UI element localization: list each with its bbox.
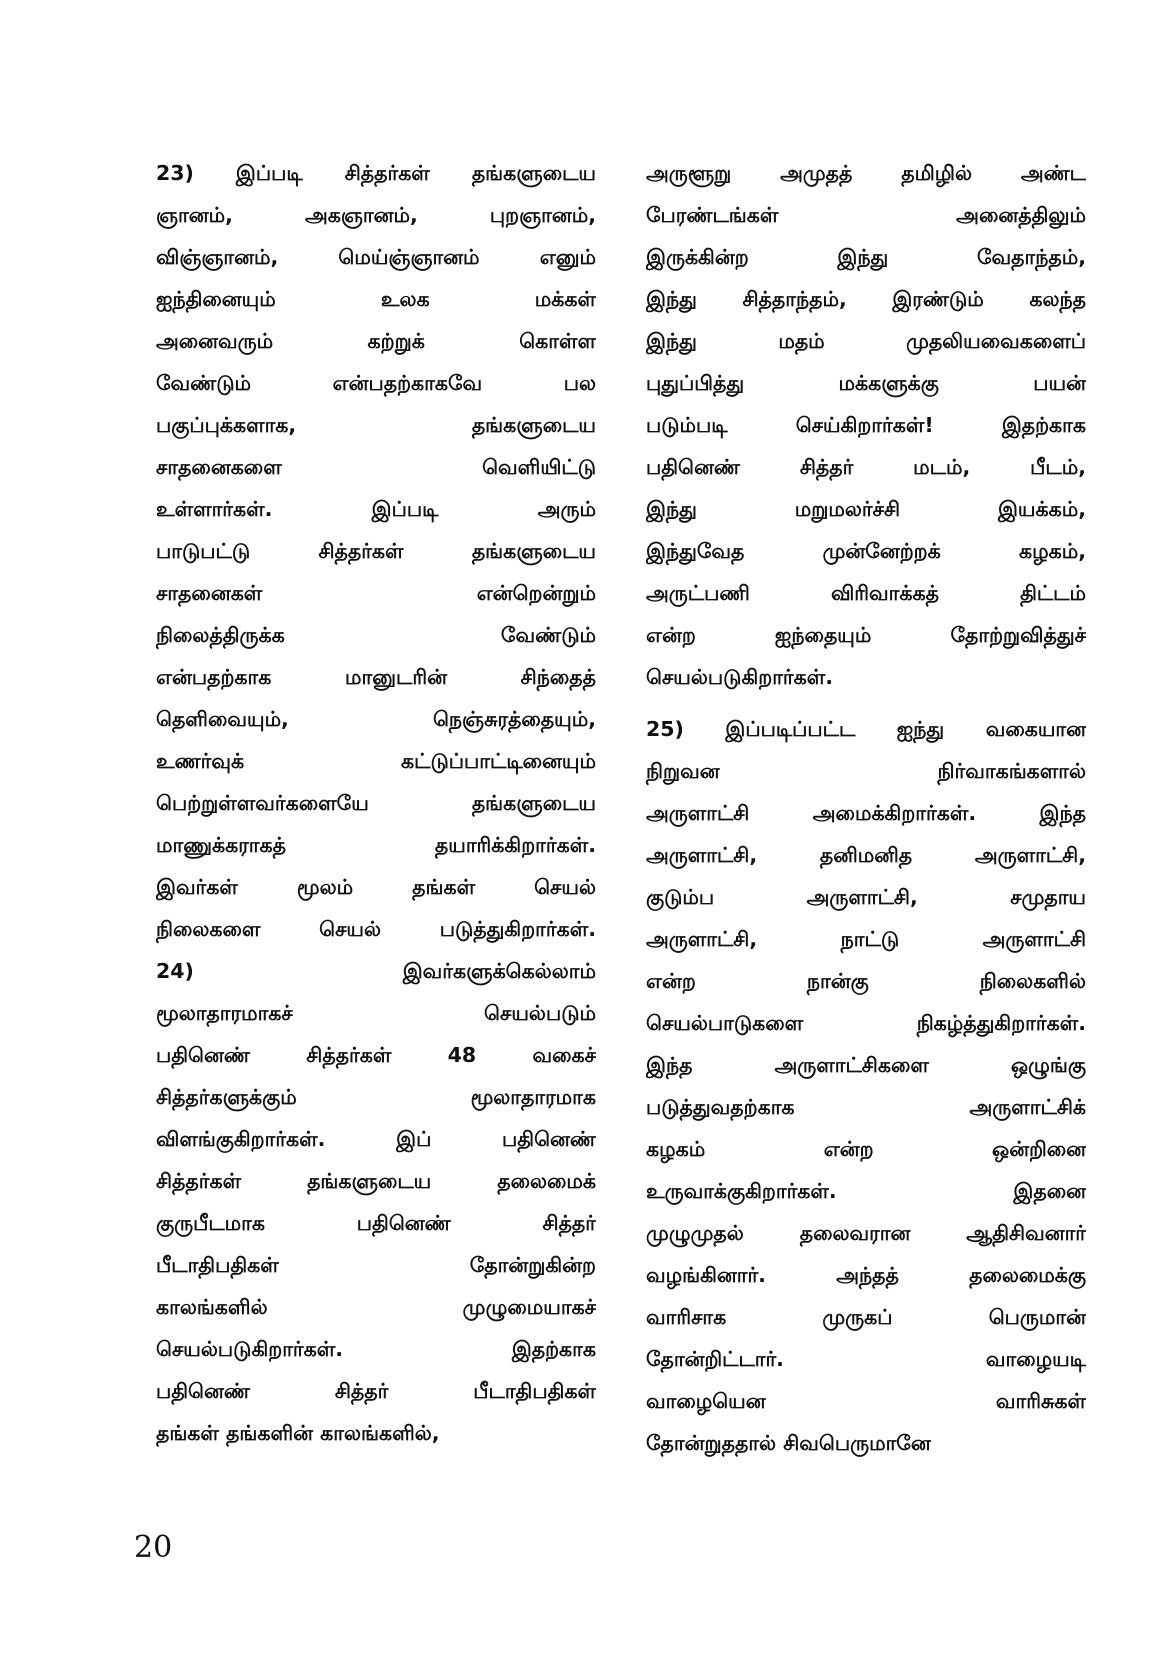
text-line: அருளாட்சி, தனிமனித அருளாட்சி, <box>646 843 1086 867</box>
text-line: நிலைகளை செயல் படுத்துகிறார்கள். <box>156 917 596 941</box>
text-line: வழங்கினார். அந்தத் தலைமைக்கு <box>646 1263 1086 1287</box>
text-line: குடும்ப அருளாட்சி, சமுதாய <box>646 885 1086 909</box>
text-line: 24) இவர்களுக்கெல்லாம் <box>156 959 596 983</box>
text-line: தெளிவையும், நெஞ்சுரத்தையும், <box>156 707 596 731</box>
text-line: செயல்பாடுகளை நிகழ்த்துகிறார்கள். <box>646 1011 1086 1035</box>
text-line: சித்தர்களுக்கும் மூலாதாரமாக <box>156 1085 596 1109</box>
text-line: என்ற நான்கு நிலைகளில் <box>646 969 1086 993</box>
text-line: சாதனைகள் என்றென்றும் <box>156 581 596 605</box>
text-line: மூலாதாரமாகச் செயல்படும் <box>156 1001 596 1025</box>
text-line: உருவாக்குகிறார்கள். இதனை <box>646 1179 1086 1203</box>
paragraph-gap <box>646 698 1086 708</box>
text-line: இந்து சித்தாந்தம், இரண்டும் கலந்த <box>646 287 1086 311</box>
text-line: விஞ்ஞானம், மெய்ஞ்ஞானம் எனும் <box>156 245 596 269</box>
text-line: தோன்றுததால் சிவபெருமானே <box>646 1431 931 1455</box>
text-line: கழகம் என்ற ஒன்றினை <box>646 1137 1086 1161</box>
text-line: உள்ளார்கள். இப்படி அரும் <box>156 497 596 521</box>
page-number: 20 <box>134 1530 173 1565</box>
text-line: சித்தர்கள் தங்களுடைய தலைமைக் <box>156 1169 596 1193</box>
text-line: ஐந்தினையும் உலக மக்கள் <box>156 287 596 311</box>
text-line: அனைவரும் கற்றுக் கொள்ள <box>156 329 596 353</box>
text-line: என்பதற்காக மானுடரின் சிந்தைத் <box>156 665 596 689</box>
text-line: தங்கள் தங்களின் காலங்களில், <box>156 1421 440 1445</box>
text-line: 25) இப்படிப்பட்ட ஐந்து வகையான <box>646 717 1086 741</box>
text-line: குருபீடமாக பதினெண் சித்தர் <box>156 1211 596 1235</box>
text-line: இந்து மதம் முதலியவைகளைப் <box>646 329 1086 353</box>
text-line: அருளாட்சி அமைக்கிறார்கள். இந்த <box>646 801 1086 825</box>
text-line: அருளூறு அமுதத் தமிழில் அண்ட <box>646 161 1086 185</box>
text-line: புதுப்பித்து மக்களுக்கு பயன் <box>646 371 1086 395</box>
text-line: காலங்களில் முழுமையாகச் <box>156 1295 596 1319</box>
text-line: அருளாட்சி, நாட்டு அருளாட்சி <box>646 927 1086 951</box>
text-line: இவர்கள் மூலம் தங்கள் செயல் <box>156 875 596 899</box>
text-line: பதினெண் சித்தர்கள் 48 வகைச் <box>156 1043 596 1067</box>
text-line: பதினெண் சித்தர் பீடாதிபதிகள் <box>156 1379 596 1403</box>
left-text-column <box>156 152 596 1454</box>
text-line: வாரிசாக முருகப் பெருமான் <box>646 1305 1086 1329</box>
text-line: இந்த அருளாட்சிகளை ஒழுங்கு <box>646 1053 1086 1077</box>
text-line: இருக்கின்ற இந்து வேதாந்தம், <box>646 245 1086 269</box>
text-line: படும்படி செய்கிறார்கள்! இதற்காக <box>646 413 1086 437</box>
text-line: இந்துவேத முன்னேற்றக் கழகம், <box>646 539 1086 563</box>
text-line: படுத்துவதற்காக அருளாட்சிக் <box>646 1095 1086 1119</box>
text-line: நிலைத்திருக்க வேண்டும் <box>156 623 596 647</box>
text-line: பீடாதிபதிகள் தோன்றுகின்ற <box>156 1253 596 1277</box>
paragraph-continuation <box>646 152 1086 698</box>
text-line: ஞானம், அகஞானம், புறஞானம், <box>156 203 596 227</box>
text-line: உணர்வுக் கட்டுப்பாட்டினையும் <box>156 749 596 773</box>
text-line: இந்து மறுமலர்ச்சி இயக்கம், <box>646 497 1086 521</box>
right-text-column <box>646 152 1086 1464</box>
text-line: பகுப்புக்களாக, தங்களுடைய <box>156 413 596 437</box>
text-line: விளங்குகிறார்கள். இப் பதினெண் <box>156 1127 596 1151</box>
text-line: தோன்றிட்டார். வாழையடி <box>646 1347 1086 1371</box>
text-line: மாணுக்கராகத் தயாரிக்கிறார்கள். <box>156 833 596 857</box>
text-line: பேரண்டங்கள் அனைத்திலும் <box>646 203 1086 227</box>
text-line: செயல்படுகிறார்கள். <box>646 665 834 689</box>
text-line: முழுமுதல் தலைவரான ஆதிசிவனார் <box>646 1221 1086 1245</box>
text-line: நிறுவன நிர்வாகங்களால் <box>646 759 1086 783</box>
text-line: பாடுபட்டு சித்தர்கள் தங்களுடைய <box>156 539 596 563</box>
text-line: சாதனைகளை வெளியிட்டு <box>156 455 596 479</box>
text-line: வேண்டும் என்பதற்காகவே பல <box>156 371 596 395</box>
text-line: அருட்பணி விரிவாக்கத் திட்டம் <box>646 581 1086 605</box>
text-line: என்ற ஐந்தையும் தோற்றுவித்துச் <box>646 623 1086 647</box>
paragraph-25 <box>646 708 1086 1464</box>
text-line: பதினெண் சித்தர் மடம், பீடம், <box>646 455 1086 479</box>
text-line: வாழையென வாரிசுகள் <box>646 1389 1086 1413</box>
text-line: 23) இப்படி சித்தர்கள் தங்களுடைய <box>156 161 596 185</box>
text-line: பெற்றுள்ளவர்களையே தங்களுடைய <box>156 791 596 815</box>
text-line: செயல்படுகிறார்கள். இதற்காக <box>156 1337 596 1361</box>
